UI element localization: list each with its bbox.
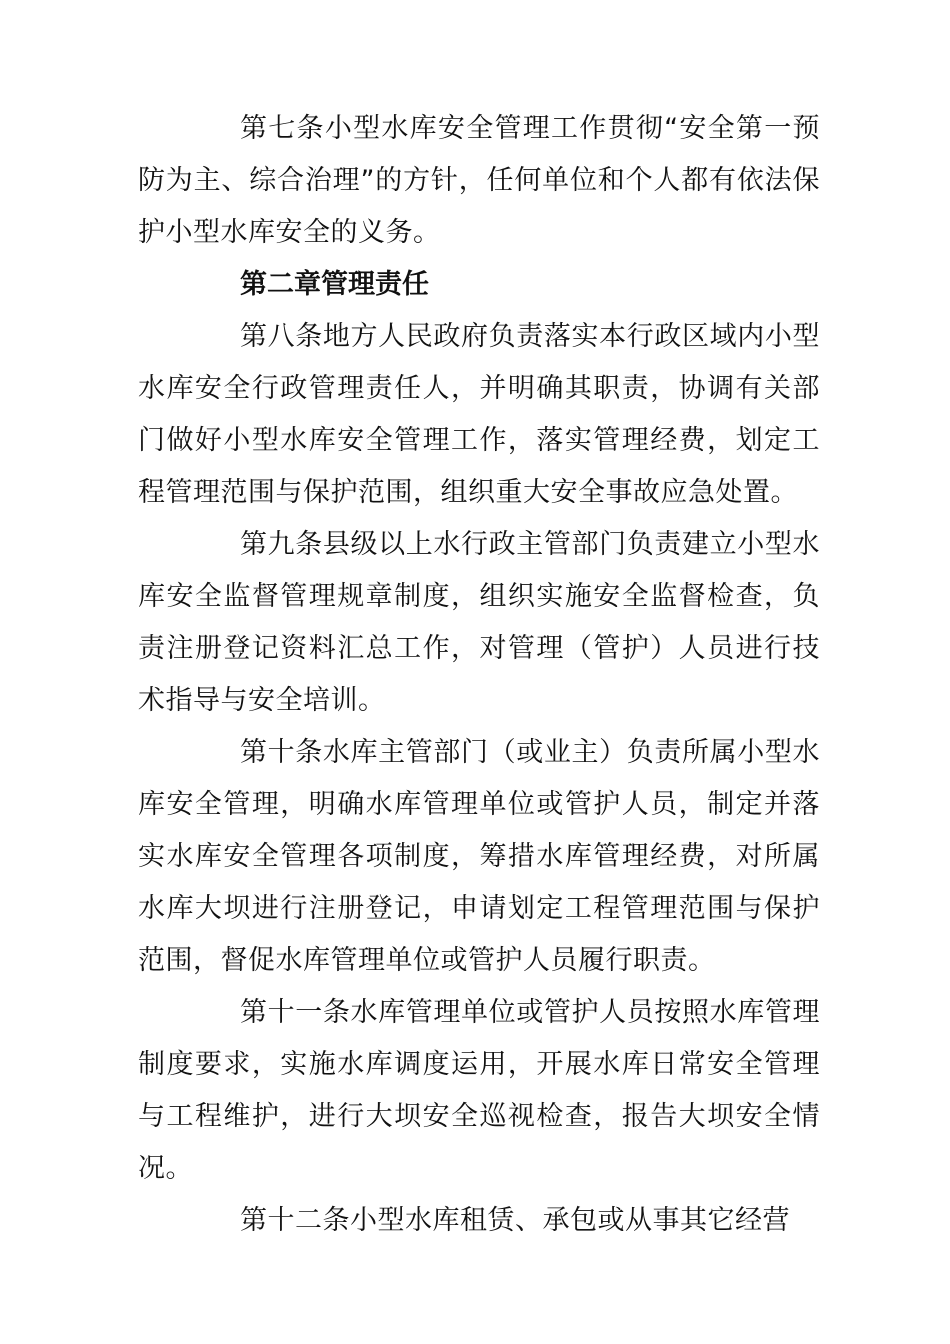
article-7-paragraph: 第七条小型水库安全管理工作贯彻“安全第一预防为主、综合治理”的方针，任何单位和个人都有依法保护小型水库安全的义务。 <box>138 113 820 248</box>
document-body <box>138 103 820 1247</box>
article-8-paragraph: 第八条地方人民政府负责落实本行政区域内小型水库安全行政管理责任人，并明确其职责，协调有关部门做好小型水库安全管理工作，落实管理经费，划定工程管理范围与保护范围，组织重大安全事故应急处置。 <box>138 321 820 508</box>
article-11-paragraph: 第十一条水库管理单位或管护人员按照水库管理制度要求，实施水库调度运用，开展水库日常安全管理与工程维护，进行大坝安全巡视检查，报告大坝安全情况。 <box>138 997 820 1184</box>
article-12-paragraph: 第十二条小型水库租赁、承包或从事其它经营 <box>240 1205 790 1236</box>
article-10-paragraph: 第十条水库主管部门（或业主）负责所属小型水库安全管理，明确水库管理单位或管护人员，制定并落实水库安全管理各项制度，筹措水库管理经费，对所属水库大坝进行注册登记，申请划定工程管理范围与保护范围，督促水库管理单位或管护人员履行职责。 <box>138 737 820 976</box>
article-9-paragraph: 第九条县级以上水行政主管部门负责建立小型水库安全监督管理规章制度，组织实施安全监督检查，负责注册登记资料汇总工作，对管理（管护）人员进行技术指导与安全培训。 <box>138 529 820 716</box>
chapter-2-heading: 第二章管理责任 <box>240 269 429 300</box>
